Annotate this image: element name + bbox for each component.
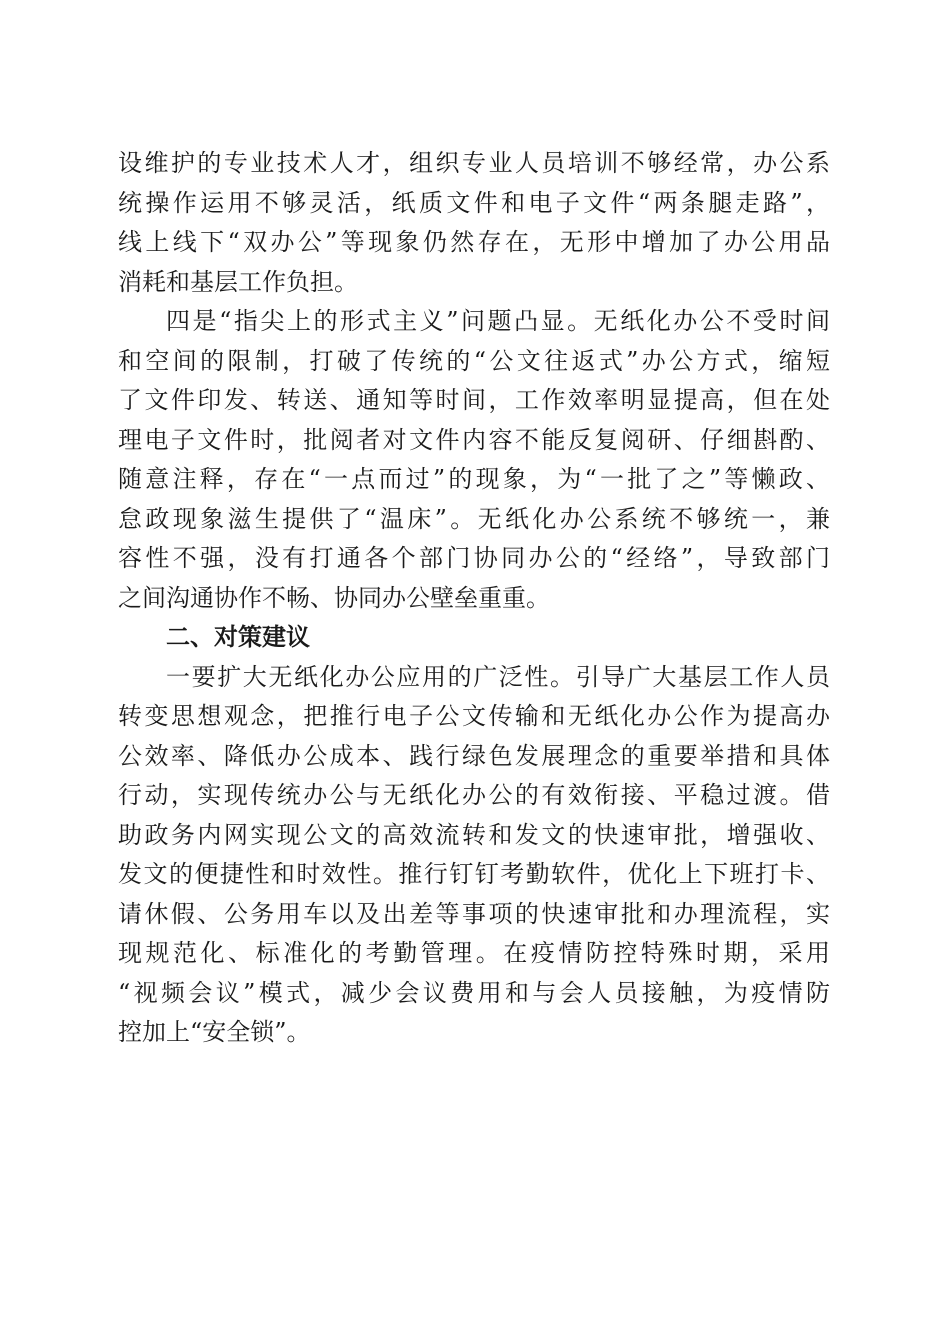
paragraph-line: 理电子文件时，批阅者对文件内容不能反复阅研、仔细斟酌、 [118,425,830,454]
paragraph-line: 发文的便捷性和时效性。推行钉钉考勤软件，优化上下班打卡、 [118,860,830,888]
section-heading: 二、对策建议 [166,623,310,651]
paragraph-line: 容性不强，没有打通各个部门协同办公的“经络”，导致部门 [118,544,830,572]
paragraph-line: 之间沟通协作不畅、协同办公壁垒重重。 [118,583,550,612]
paragraph-line: 消耗和基层工作负担。 [118,267,358,296]
paragraph-line: 行动，实现传统办公与无纸化办公的有效衔接、平稳过渡。借 [118,781,830,809]
paragraph-line: 公效率、降低办公成本、践行绿色发展理念的重要举措和具体 [118,741,830,770]
paragraph-line: 随意注释，存在“一点而过”的现象，为“一批了之”等懒政、 [118,465,830,493]
paragraph-line: 怠政现象滋生提供了“温床”。无纸化办公系统不够统一，兼 [118,504,830,533]
paragraph-line: “视频会议”模式，减少会议费用和与会人员接触，为疫情防 [118,978,830,1007]
paragraph-line: 和空间的限制，打破了传统的“公文往返式”办公方式，缩短 [118,346,830,375]
paragraph-line: 了文件印发、转送、通知等时间，工作效率明显提高，但在处 [118,386,830,414]
paragraph-line: 四是“指尖上的形式主义”问题凸显。无纸化办公不受时间 [166,307,830,335]
body-text [118,144,830,1053]
paragraph-line: 一要扩大无纸化办公应用的广泛性。引导广大基层工作人员 [166,662,830,691]
paragraph-line: 助政务内网实现公文的高效流转和发文的快速审批，增强收、 [118,820,830,849]
paragraph-line: 请休假、公务用车以及出差等事项的快速审批和办理流程，实 [118,899,830,928]
paragraph-line: 统操作运用不够灵活，纸质文件和电子文件“两条腿走路”， [118,188,830,217]
paragraph-line: 转变思想观念，把推行电子公文传输和无纸化办公作为提高办 [118,702,830,730]
paragraph-line: 控加上“安全锁”。 [118,1018,311,1046]
paragraph-line: 现规范化、标准化的考勤管理。在疫情防控特殊时期，采用 [118,939,830,967]
paragraph-line: 线上线下“双办公”等现象仍然存在，无形中增加了办公用品 [118,228,830,256]
paragraph-line: 设维护的专业技术人才，组织专业人员培训不够经常，办公系 [118,149,830,177]
